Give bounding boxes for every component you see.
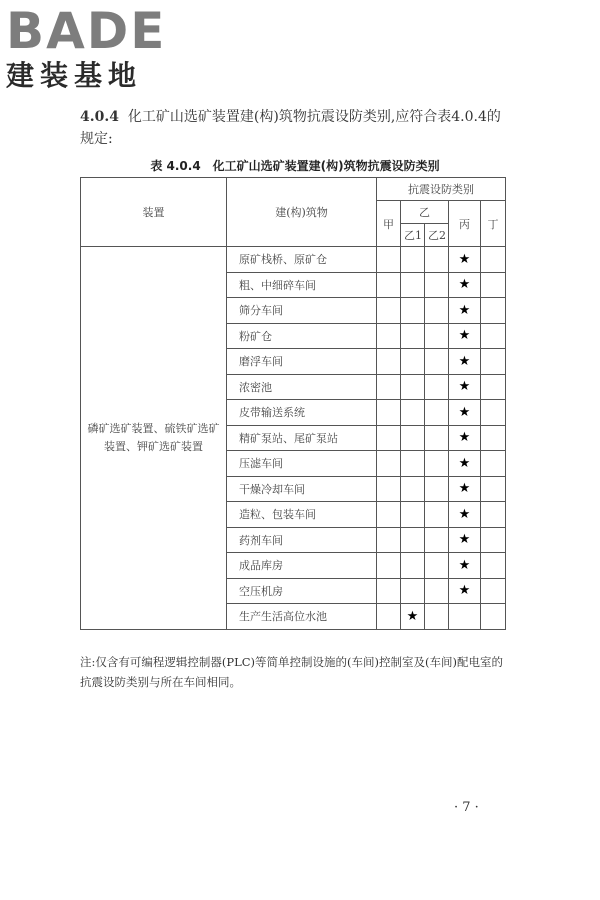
yi2-cell xyxy=(425,578,449,604)
building-cell: 压滤车间 xyxy=(227,451,377,477)
table-body xyxy=(81,247,506,630)
ding-cell xyxy=(481,451,506,477)
jia-cell xyxy=(377,247,401,273)
clause-text: 化工矿山选矿装置建(构)筑物抗震设防类别,应符合表4.0.4的规定: xyxy=(80,109,501,147)
yi2-cell xyxy=(425,349,449,375)
bing-cell: ★ xyxy=(449,553,481,579)
header-yi: 乙 xyxy=(401,201,449,224)
yi2-cell xyxy=(425,247,449,273)
bing-cell: ★ xyxy=(449,349,481,375)
logo-sub-text: 建装基地 xyxy=(6,59,143,92)
ding-cell xyxy=(481,553,506,579)
bing-cell: ★ xyxy=(449,502,481,528)
ding-cell xyxy=(481,502,506,528)
bing-cell: ★ xyxy=(449,527,481,553)
classification-table xyxy=(80,177,506,630)
bing-cell: ★ xyxy=(449,374,481,400)
bing-cell: ★ xyxy=(449,323,481,349)
bing-cell: ★ xyxy=(449,272,481,298)
ding-cell xyxy=(481,425,506,451)
yi1-cell xyxy=(401,374,425,400)
ding-cell xyxy=(481,272,506,298)
yi1-cell: ★ xyxy=(401,604,425,630)
yi2-cell xyxy=(425,604,449,630)
building-cell: 精矿泵站、尾矿泵站 xyxy=(227,425,377,451)
table-note: 注:仅含有可编程逻辑控制器(PLC)等简单控制设施的(车间)控制室及(车间)配电室的抗震设防类别与所在车间相同。 xyxy=(80,655,503,689)
yi1-cell xyxy=(401,247,425,273)
clause-paragraph xyxy=(80,106,510,150)
yi2-cell xyxy=(425,298,449,324)
ding-cell xyxy=(481,323,506,349)
yi1-cell xyxy=(401,451,425,477)
jia-cell xyxy=(377,400,401,426)
building-cell: 磨浮车间 xyxy=(227,349,377,375)
jia-cell xyxy=(377,451,401,477)
ding-cell xyxy=(481,578,506,604)
logo-main-text: BADE xyxy=(6,2,167,60)
jia-cell xyxy=(377,476,401,502)
page-number: · 7 · xyxy=(454,800,479,815)
yi1-cell xyxy=(401,425,425,451)
jia-cell xyxy=(377,323,401,349)
logo xyxy=(6,4,166,92)
building-cell: 药剂车间 xyxy=(227,527,377,553)
ding-cell xyxy=(481,298,506,324)
header-yi1: 乙1 xyxy=(401,224,425,247)
jia-cell xyxy=(377,349,401,375)
jia-cell xyxy=(377,425,401,451)
yi1-cell xyxy=(401,502,425,528)
jia-cell xyxy=(377,527,401,553)
header-bing: 丙 xyxy=(449,201,481,247)
header-device: 装置 xyxy=(81,178,227,247)
header-ding: 丁 xyxy=(481,201,506,247)
building-cell: 空压机房 xyxy=(227,578,377,604)
bing-cell xyxy=(449,604,481,630)
jia-cell xyxy=(377,374,401,400)
ding-cell xyxy=(481,527,506,553)
yi1-cell xyxy=(401,578,425,604)
yi1-cell xyxy=(401,553,425,579)
header-category: 抗震设防类别 xyxy=(377,178,506,201)
table-row xyxy=(81,247,506,273)
bing-cell: ★ xyxy=(449,298,481,324)
ding-cell xyxy=(481,247,506,273)
building-cell: 粉矿仓 xyxy=(227,323,377,349)
yi1-cell xyxy=(401,400,425,426)
clause-number: 4.0.4 xyxy=(80,109,119,125)
device-cell: 磷矿选矿装置、硫铁矿选矿装置、钾矿选矿装置 xyxy=(81,247,227,630)
building-cell: 浓密池 xyxy=(227,374,377,400)
building-cell: 皮带输送系统 xyxy=(227,400,377,426)
yi1-cell xyxy=(401,272,425,298)
building-cell: 粗、中细碎车间 xyxy=(227,272,377,298)
bing-cell: ★ xyxy=(449,247,481,273)
ding-cell xyxy=(481,374,506,400)
table-caption: 表 4.0.4 化工矿山选矿装置建(构)筑物抗震设防类别 xyxy=(150,159,440,173)
yi2-cell xyxy=(425,400,449,426)
bing-cell: ★ xyxy=(449,451,481,477)
jia-cell xyxy=(377,502,401,528)
ding-cell xyxy=(481,476,506,502)
header-row-1 xyxy=(81,178,506,201)
bing-cell: ★ xyxy=(449,425,481,451)
yi2-cell xyxy=(425,553,449,579)
ding-cell xyxy=(481,604,506,630)
jia-cell xyxy=(377,298,401,324)
yi2-cell xyxy=(425,451,449,477)
header-jia: 甲 xyxy=(377,201,401,247)
bing-cell: ★ xyxy=(449,476,481,502)
header-yi2: 乙2 xyxy=(425,224,449,247)
jia-cell xyxy=(377,578,401,604)
building-cell: 原矿栈桥、原矿仓 xyxy=(227,247,377,273)
jia-cell xyxy=(377,553,401,579)
bing-cell: ★ xyxy=(449,578,481,604)
yi2-cell xyxy=(425,476,449,502)
yi1-cell xyxy=(401,476,425,502)
yi2-cell xyxy=(425,425,449,451)
building-cell: 造粒、包装车间 xyxy=(227,502,377,528)
building-cell: 筛分车间 xyxy=(227,298,377,324)
yi2-cell xyxy=(425,374,449,400)
yi2-cell xyxy=(425,272,449,298)
yi1-cell xyxy=(401,298,425,324)
yi2-cell xyxy=(425,323,449,349)
yi1-cell xyxy=(401,527,425,553)
ding-cell xyxy=(481,349,506,375)
yi2-cell xyxy=(425,502,449,528)
header-building: 建(构)筑物 xyxy=(227,178,377,247)
building-cell: 生产生活高位水池 xyxy=(227,604,377,630)
yi2-cell xyxy=(425,527,449,553)
building-cell: 干燥冷却车间 xyxy=(227,476,377,502)
building-cell: 成品库房 xyxy=(227,553,377,579)
jia-cell xyxy=(377,272,401,298)
ding-cell xyxy=(481,400,506,426)
yi1-cell xyxy=(401,349,425,375)
bing-cell: ★ xyxy=(449,400,481,426)
jia-cell xyxy=(377,604,401,630)
yi1-cell xyxy=(401,323,425,349)
